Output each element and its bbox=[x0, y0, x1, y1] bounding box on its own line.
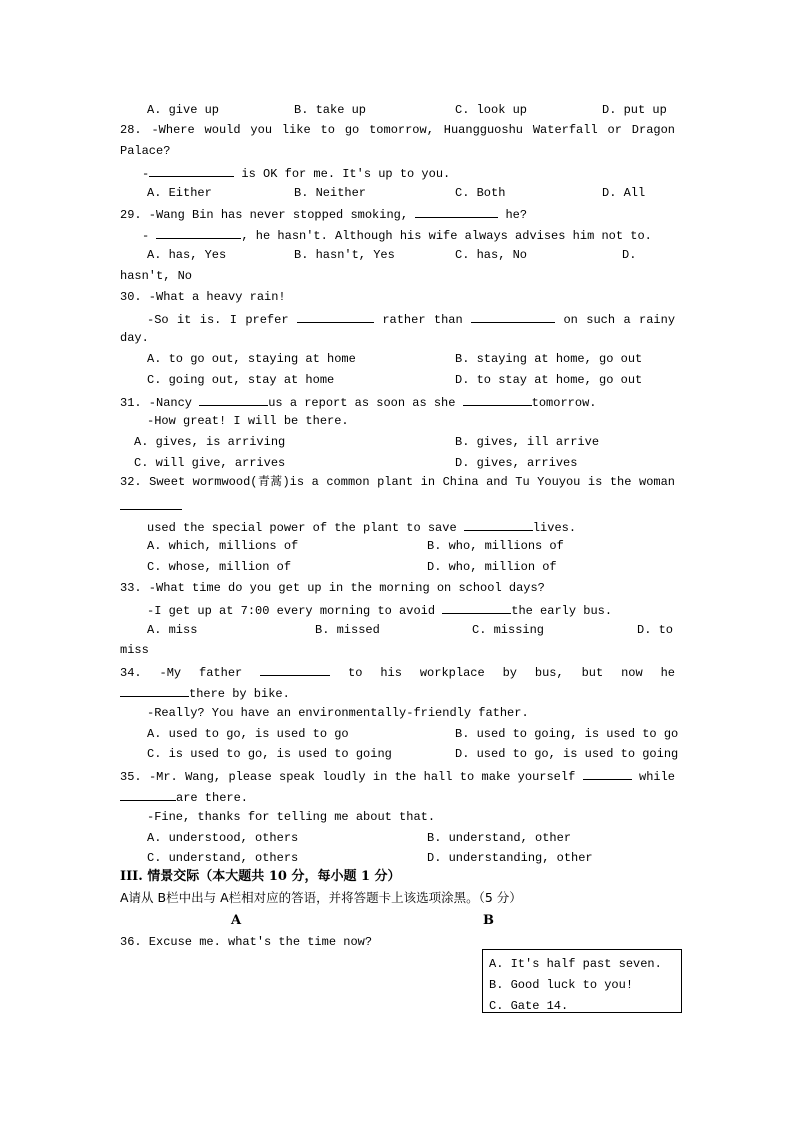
blank bbox=[199, 393, 268, 406]
q28-stem-cont: Palace? bbox=[120, 144, 171, 158]
q34-stem bbox=[120, 663, 675, 681]
stem-text: to his workplace by bus, but now he bbox=[348, 666, 675, 680]
q29-stem bbox=[120, 205, 527, 223]
q32-option-a: A. which, millions of bbox=[147, 539, 299, 553]
dash: - bbox=[142, 167, 150, 181]
dash: - bbox=[142, 229, 157, 243]
q34-stem-cont bbox=[120, 684, 290, 702]
q28-option-b: B. Neither bbox=[294, 186, 367, 200]
blank bbox=[120, 684, 189, 697]
blank bbox=[120, 788, 176, 801]
q35-option-a: A. understood, others bbox=[147, 831, 299, 845]
q28-reply bbox=[142, 164, 450, 182]
q31-option-b: B. gives, ill arrive bbox=[455, 435, 600, 449]
stem-text: lives. bbox=[532, 521, 577, 535]
q35-stem-cont bbox=[120, 788, 248, 806]
stem-text: tomorrow. bbox=[531, 396, 597, 410]
stem-text: 31. -Nancy bbox=[120, 396, 200, 410]
q29-option-d: D. bbox=[622, 248, 637, 262]
q29-option-c: C. has, No bbox=[455, 248, 528, 262]
reply-text: -I get up at 7:00 every morning to avoid bbox=[147, 604, 443, 618]
answer-options-box bbox=[482, 949, 682, 1013]
q30-option-d: D. to stay at home, go out bbox=[455, 373, 643, 387]
q34-option-c: C. is used to go, is used to going bbox=[147, 747, 392, 761]
q27-option-d: D. put up bbox=[602, 103, 667, 117]
blank bbox=[471, 310, 555, 323]
q32-option-d: D. who, million of bbox=[427, 560, 557, 574]
q33-reply bbox=[147, 601, 612, 619]
blank bbox=[297, 310, 374, 323]
b-option-a: A. It's half past seven. bbox=[489, 957, 662, 971]
q35-option-c: C. understand, others bbox=[147, 851, 299, 865]
stem-text: are there. bbox=[176, 791, 249, 805]
q33-option-b: B. missed bbox=[315, 623, 380, 637]
q31-option-d: D. gives, arrives bbox=[455, 456, 578, 470]
q31-stem bbox=[120, 393, 596, 411]
column-b-header: B bbox=[483, 913, 494, 928]
q34-option-a: A. used to go, is used to go bbox=[147, 727, 349, 741]
blank bbox=[442, 601, 511, 614]
b-option-c: C. Gate 14. bbox=[489, 999, 569, 1013]
q30-reply-cont: day. bbox=[120, 331, 149, 345]
stem-text: 34. -My father bbox=[120, 666, 243, 680]
reply-text: -So it is. I prefer bbox=[147, 313, 289, 327]
stem-text: us a report as soon as she bbox=[268, 396, 463, 410]
q30-option-b: B. staying at home, go out bbox=[455, 352, 643, 366]
stem-text: there by bike. bbox=[189, 687, 290, 701]
q32-blank bbox=[120, 497, 182, 510]
q33-option-a: A. miss bbox=[147, 623, 198, 637]
blank bbox=[463, 393, 532, 406]
q29-option-b: B. hasn't, Yes bbox=[294, 248, 395, 262]
q29-option-a: A. has, Yes bbox=[147, 248, 227, 262]
q35-option-b: B. understand, other bbox=[427, 831, 572, 845]
q28-option-d: D. All bbox=[602, 186, 646, 200]
q35-option-d: D. understanding, other bbox=[427, 851, 593, 865]
q30-option-a: A. to go out, staying at home bbox=[147, 352, 356, 366]
q31-option-c: C. will give, arrives bbox=[134, 456, 286, 470]
blank bbox=[464, 518, 533, 531]
b-option-b: B. Good luck to you! bbox=[489, 978, 634, 992]
stem-text: 29. -Wang Bin has never stopped smoking, bbox=[120, 208, 416, 222]
q31-reply: -How great! I will be there. bbox=[147, 414, 349, 428]
column-a-header: A bbox=[231, 913, 242, 928]
reply-text: is OK for me. It's up to you. bbox=[234, 167, 451, 181]
section-3-instruction: A请从 B栏中出与 A栏相对应的答语，并将答题卡上该选项涂黑。（5 分） bbox=[120, 890, 522, 905]
q28-option-c: C. Both bbox=[455, 186, 506, 200]
q34-option-d: D. used to go, is used to going bbox=[455, 747, 679, 761]
q32-option-c: C. whose, million of bbox=[147, 560, 292, 574]
blank bbox=[149, 164, 234, 177]
q31-option-a: A. gives, is arriving bbox=[134, 435, 286, 449]
blank bbox=[260, 663, 330, 676]
q30-stem: 30. -What a heavy rain! bbox=[120, 290, 286, 304]
q28-option-a: A. Either bbox=[147, 186, 212, 200]
q28-stem: 28. -Where would you like to go tomorrow, Huangguoshu Waterfall or Dragon bbox=[120, 123, 675, 137]
q34-reply: -Really? You have an environmentally-friendly father. bbox=[147, 706, 529, 720]
q32-stem-cont bbox=[147, 518, 576, 536]
q29-reply bbox=[142, 226, 652, 244]
q32-option-b: B. who, millions of bbox=[427, 539, 564, 553]
q27-option-c: C. look up bbox=[455, 103, 528, 117]
reply-text: , he hasn't. Although his wife always advises him not to. bbox=[241, 229, 652, 243]
q32-stem: 32. Sweet wormwood(青蒿)is a common plant in China and Tu Youyou is the woman bbox=[120, 475, 675, 489]
reply-text: rather than bbox=[382, 313, 463, 327]
q34-option-b: B. used to going, is used to go bbox=[455, 727, 679, 741]
stem-text: 35. -Mr. Wang, please speak loudly in the hall to make yourself bbox=[120, 770, 576, 784]
stem-text: used the special power of the plant to save bbox=[147, 521, 464, 535]
q30-reply bbox=[147, 310, 675, 328]
q33-stem: 33. -What time do you get up in the morning on school days? bbox=[120, 581, 545, 595]
q35-reply: -Fine, thanks for telling me about that. bbox=[147, 810, 436, 824]
section-3-heading: III. 情景交际（本大题共 10 分，每小题 1 分） bbox=[120, 869, 401, 884]
q27-option-a: A. give up bbox=[147, 103, 220, 117]
q33-option-d: D. to bbox=[637, 623, 674, 637]
blank bbox=[583, 767, 632, 780]
q33-option-d-cont: miss bbox=[120, 643, 149, 657]
blank bbox=[415, 205, 498, 218]
q33-option-c: C. missing bbox=[472, 623, 545, 637]
stem-text: while bbox=[639, 770, 676, 784]
q29-option-d-cont: hasn't, No bbox=[120, 269, 193, 283]
reply-text: the early bus. bbox=[511, 604, 613, 618]
reply-text: on such a rainy bbox=[563, 313, 676, 327]
q36-prompt: 36. Excuse me. what's the time now? bbox=[120, 935, 373, 949]
q27-option-b: B. take up bbox=[294, 103, 367, 117]
blank bbox=[156, 226, 241, 239]
q35-stem bbox=[120, 767, 675, 785]
stem-text: he? bbox=[498, 208, 528, 222]
q30-option-c: C. going out, stay at home bbox=[147, 373, 335, 387]
